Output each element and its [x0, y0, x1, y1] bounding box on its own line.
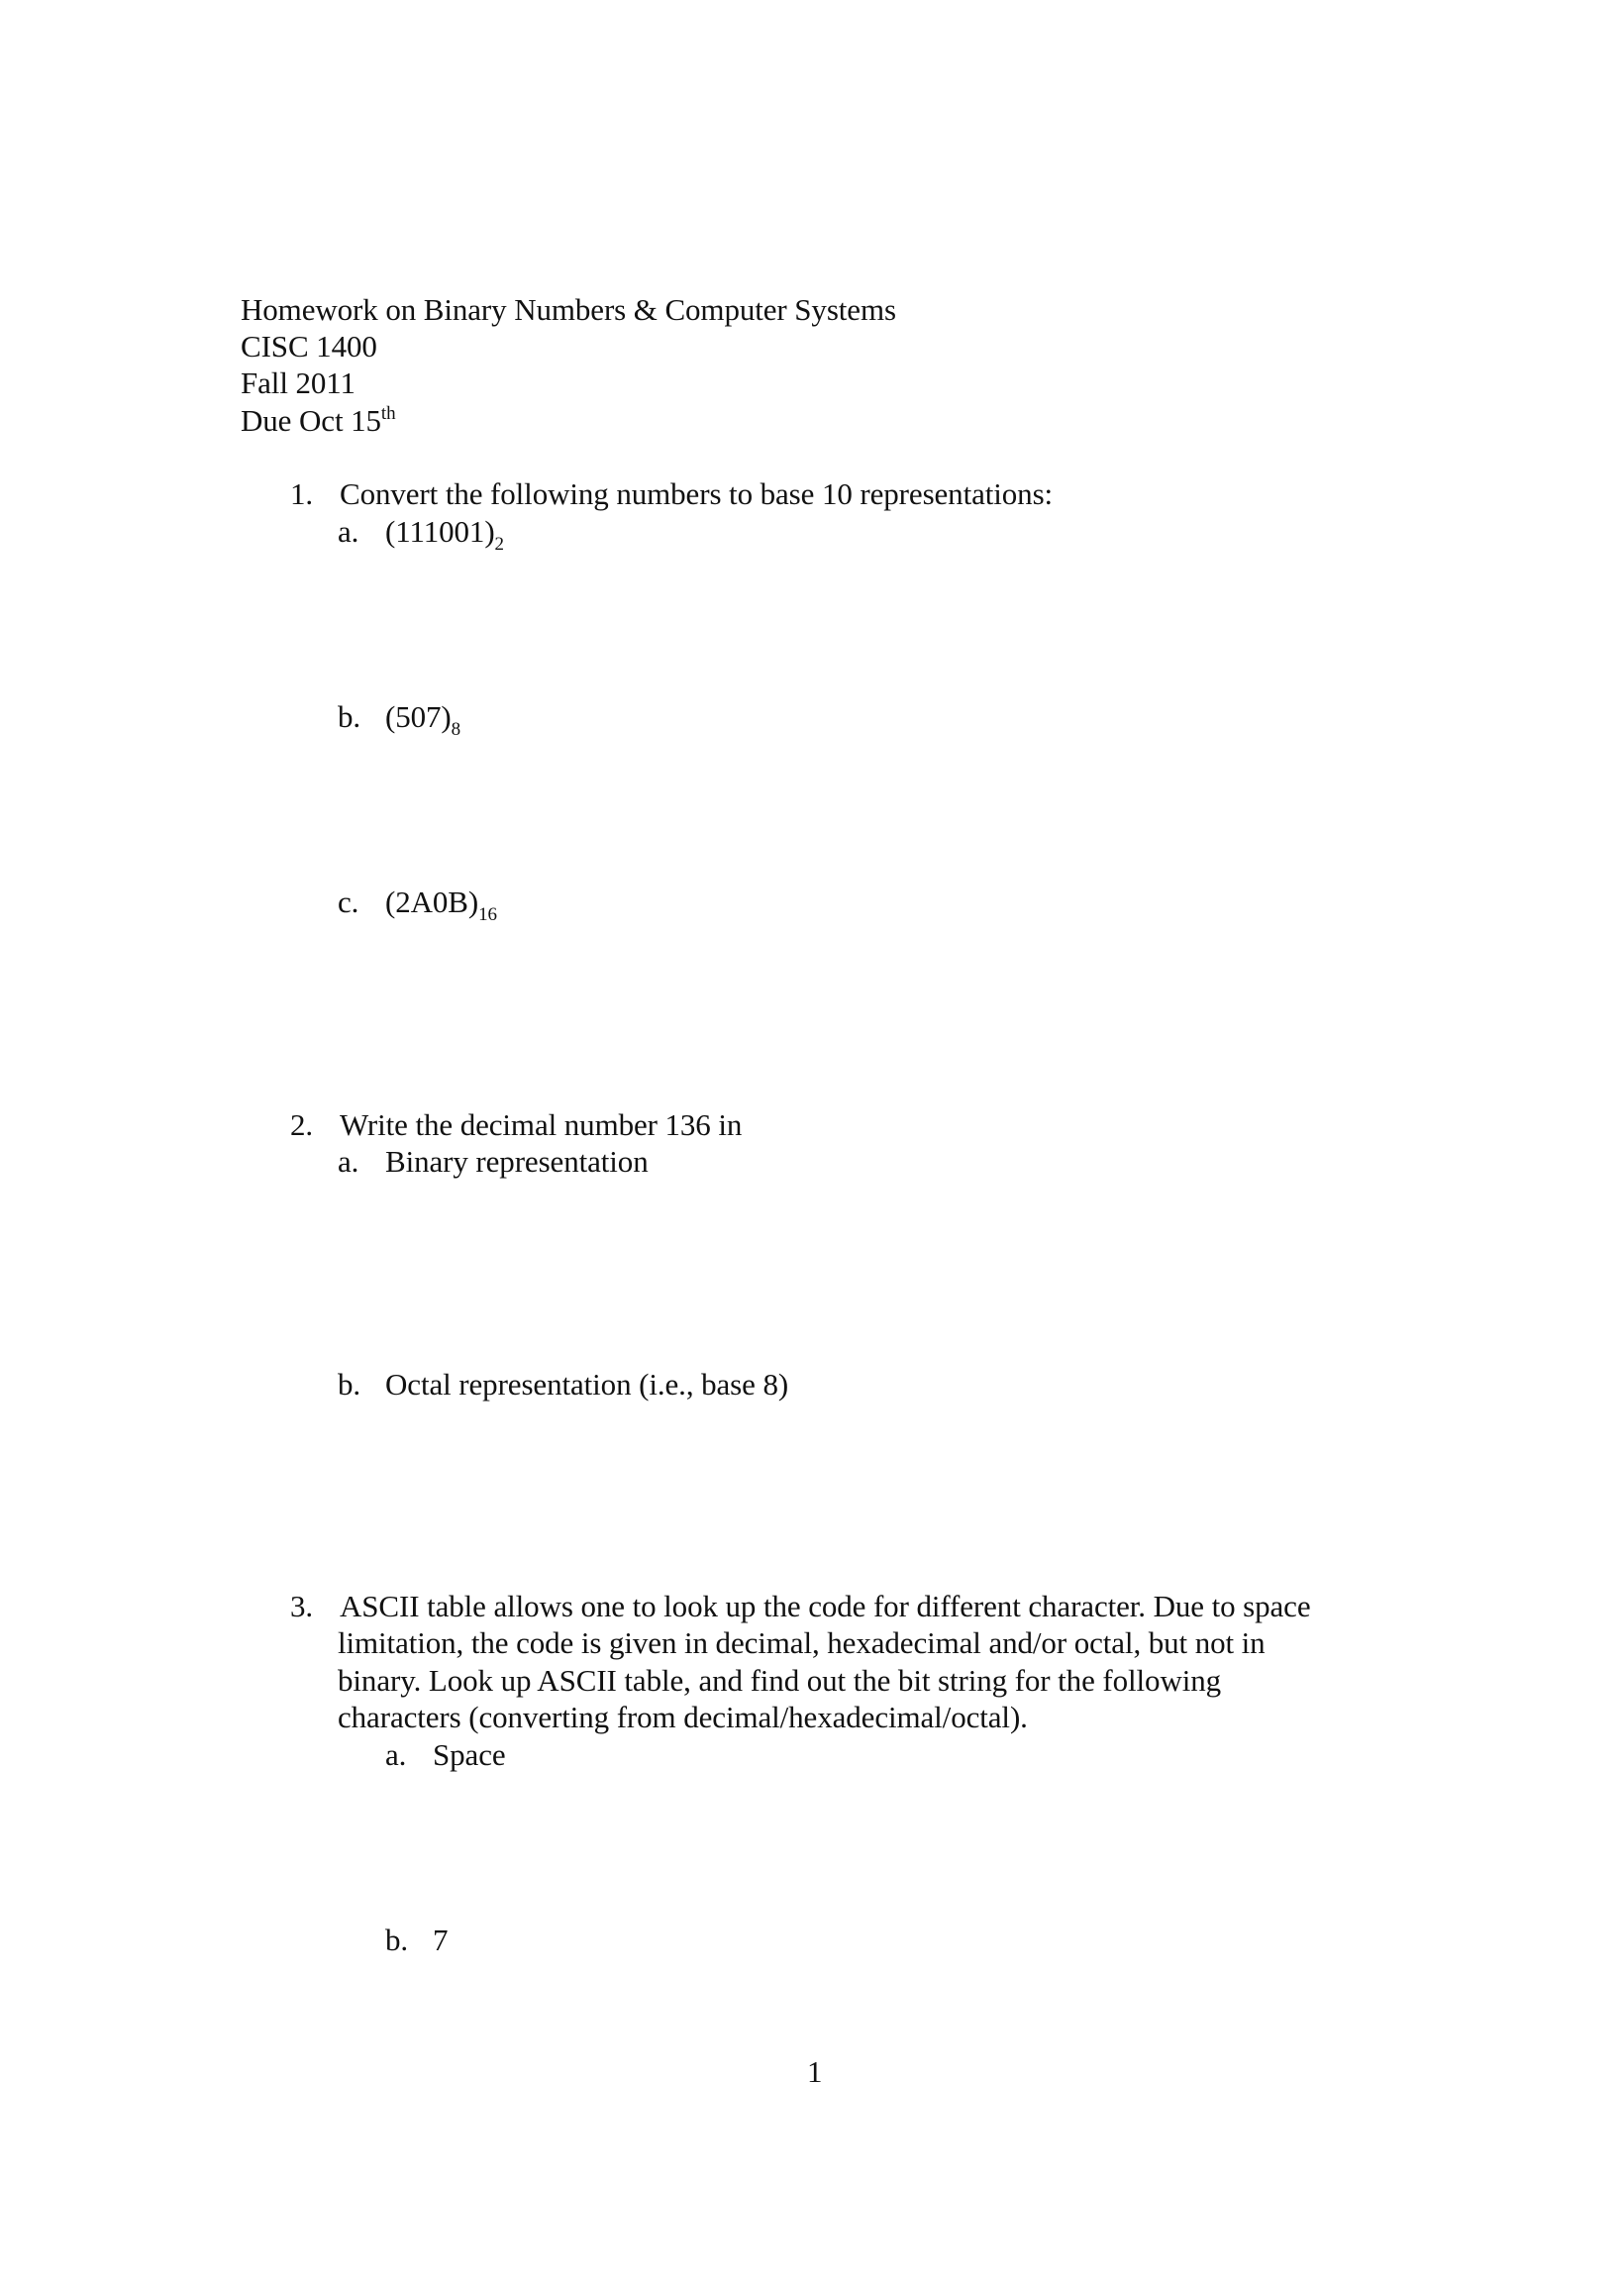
document-title: Homework on Binary Numbers & Computer Systems	[241, 292, 896, 327]
question-3	[290, 1588, 1311, 1625]
question-1-item-b	[338, 698, 461, 740]
page-number: 1	[807, 2054, 823, 2089]
question-3-text-line-4: characters (converting from decimal/hexadecimal/octal).	[338, 1700, 1028, 1734]
question-2-item-b	[338, 1366, 788, 1404]
item-label: c.	[338, 884, 359, 919]
question-3-item-b	[385, 1922, 448, 1959]
question-2-item-a	[338, 1143, 649, 1181]
item-label: b.	[338, 699, 361, 734]
item-text: 7	[433, 1923, 449, 1957]
course-code: CISC 1400	[241, 329, 377, 364]
question-2-text: Write the decimal number 136 in	[340, 1107, 743, 1142]
question-3-number: 3.	[290, 1589, 314, 1623]
item-value: (507)	[385, 699, 452, 734]
question-1-number: 1.	[290, 476, 314, 511]
due-date-ordinal: th	[380, 403, 396, 424]
question-1	[290, 475, 1053, 513]
item-label: a.	[385, 1737, 407, 1772]
item-base: 8	[451, 719, 461, 740]
question-3-text-line-1: ASCII table allows one to look up the code for different character. Due to space	[340, 1589, 1311, 1623]
due-date	[241, 402, 396, 440]
question-3-text-line-3: binary. Look up ASCII table, and find out the bit string for the following	[338, 1663, 1222, 1698]
item-base: 2	[494, 534, 504, 555]
question-2-number: 2.	[290, 1107, 314, 1142]
item-label: a.	[338, 514, 359, 549]
item-value: (2A0B)	[385, 884, 479, 919]
item-text: Space	[433, 1737, 506, 1772]
item-label: b.	[385, 1923, 409, 1957]
question-3-item-a	[385, 1736, 506, 1774]
item-label: b.	[338, 1367, 361, 1402]
item-base: 16	[478, 904, 497, 925]
question-3-text-line-2: limitation, the code is given in decimal, hexadecimal and/or octal, but not in	[338, 1625, 1266, 1660]
question-1-item-a	[338, 513, 504, 555]
term: Fall 2011	[241, 365, 355, 400]
item-text: Binary representation	[385, 1144, 649, 1179]
due-date-text: Due Oct 15	[241, 403, 381, 438]
question-1-text: Convert the following numbers to base 10 representations:	[340, 476, 1054, 511]
item-label: a.	[338, 1144, 359, 1179]
item-value: (111001)	[385, 514, 495, 549]
question-1-item-c	[338, 884, 497, 925]
item-text: Octal representation (i.e., base 8)	[385, 1367, 789, 1402]
question-2	[290, 1106, 742, 1144]
